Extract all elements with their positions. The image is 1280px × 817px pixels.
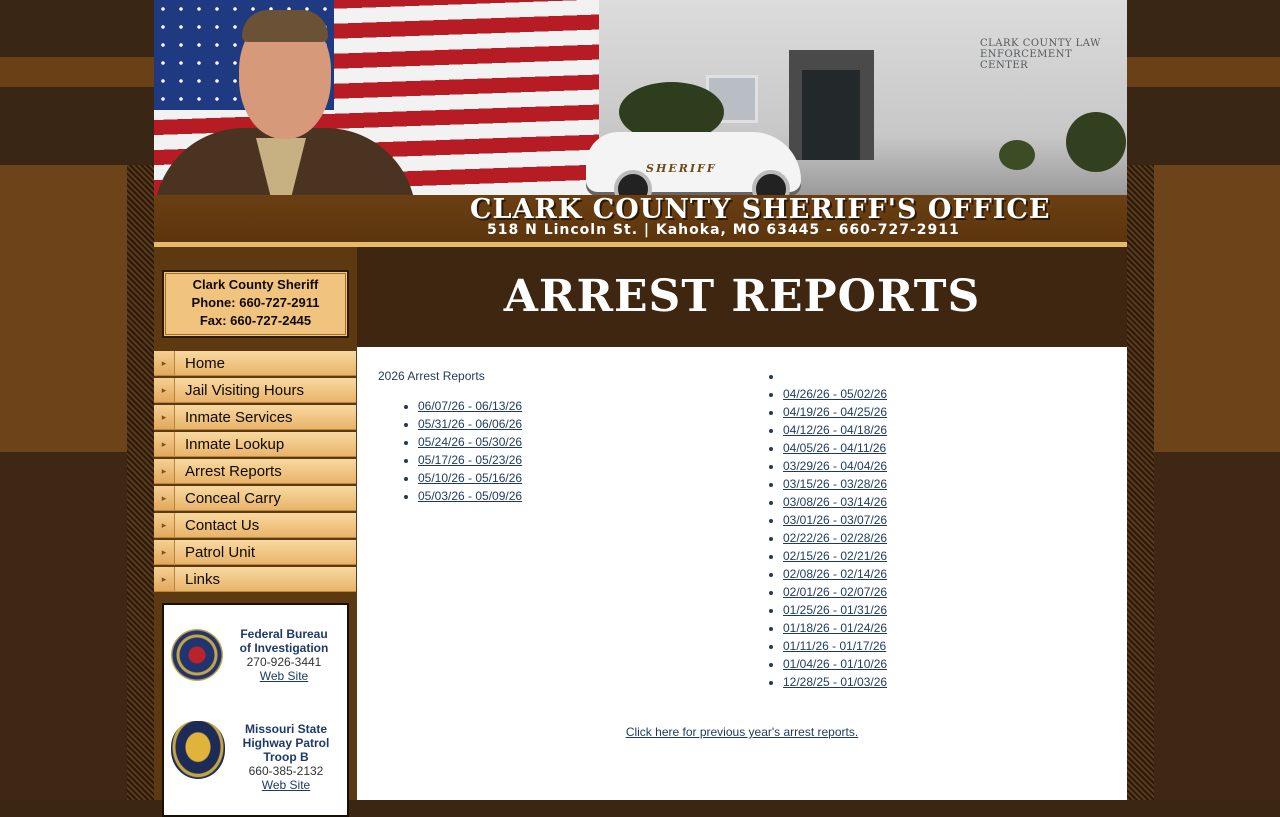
agency-fbi [164,623,344,703]
arrow-bullet-icon: ▸ [154,459,175,483]
contact-phone: Phone: 660-727-2911 [191,295,320,310]
fbi-seal-icon [171,629,223,681]
car-label: SHERIFF [646,162,717,175]
report-link[interactable]: 01/11/26 - 01/17/26 [783,639,887,653]
site-address: 518 N Lincoln St. | Kahoka, MO 63445 - 660-727-2911 [487,222,960,238]
reports-list-right [743,367,887,691]
report-link[interactable]: 05/03/26 - 05/09/26 [418,489,523,503]
list-item [783,367,887,385]
sidebar-item-label: Jail Visiting Hours [185,382,304,399]
sidebar-item-inmate-services[interactable] [154,405,356,430]
report-link[interactable]: 02/15/26 - 02/21/26 [783,549,888,563]
page-container [154,0,1127,800]
list-item [783,655,887,673]
report-link[interactable]: 02/22/26 - 02/28/26 [783,531,888,545]
agency-website-link[interactable]: Web Site [261,778,311,792]
sidebar-item-label: Links [185,571,221,588]
report-link[interactable]: 06/07/26 - 06/13/26 [418,399,523,413]
report-link[interactable]: 05/10/26 - 05/16/26 [418,471,523,485]
agency-phone: 270-926-3441 [246,655,322,669]
report-link[interactable]: 02/08/26 - 02/14/26 [783,567,888,581]
report-link[interactable]: 04/12/26 - 04/18/26 [783,423,888,437]
arrow-bullet-icon: ▸ [154,567,175,591]
highway-patrol-badge-icon [171,721,225,779]
sidebar-item-jail-visiting-hours[interactable] [154,378,356,403]
contact-name: Clark County Sheriff [192,277,319,292]
arrow-bullet-icon: ▸ [154,486,175,510]
arrow-bullet-icon: ▸ [154,351,175,375]
list-item [783,457,887,475]
list-item [783,403,887,421]
agency-website-link[interactable]: Web Site [259,669,309,683]
agency-name: Federal Bureau [240,627,328,641]
list-item [783,547,887,565]
list-item [783,565,887,583]
decorative-stripe [127,165,154,800]
list-item [783,385,887,403]
sidebar-item-home[interactable] [154,351,356,376]
list-item [418,451,522,469]
report-link[interactable]: 03/01/26 - 03/07/26 [783,513,888,527]
agency-name: Highway Patrol [242,736,330,750]
report-link[interactable]: 03/08/26 - 03/14/26 [783,495,888,509]
list-item [418,487,522,505]
report-link[interactable]: 02/01/26 - 02/07/26 [783,585,888,599]
contact-box [162,270,349,338]
sidebar [154,247,357,800]
building-sign: CLARK COUNTY LAW ENFORCEMENT CENTER [980,38,1101,71]
sidebar-item-contact-us[interactable] [154,513,356,538]
report-link[interactable]: 01/25/26 - 01/31/26 [783,603,888,617]
sidebar-item-label: Arrest Reports [185,463,282,480]
agency-links-box [162,603,349,817]
site-title: CLARK COUNTY SHERIFF'S OFFICE [470,194,1051,225]
header-banner [154,0,1127,242]
report-link[interactable]: 12/28/25 - 01/03/26 [783,675,888,689]
sidebar-item-label: Inmate Lookup [185,436,285,453]
list-item [418,415,522,433]
main-content [357,347,1127,800]
arrow-bullet-icon: ▸ [154,513,175,537]
bush-image [1066,112,1126,172]
decorative-stripe [1127,165,1154,800]
report-link[interactable]: 04/05/26 - 04/11/26 [783,441,887,455]
sidebar-item-label: Contact Us [185,517,260,534]
report-link[interactable]: 03/29/26 - 04/04/26 [783,459,888,473]
report-link[interactable]: 04/19/26 - 04/25/26 [783,405,888,419]
report-link[interactable]: 05/24/26 - 05/30/26 [418,435,523,449]
list-item [783,673,887,691]
list-item [783,583,887,601]
list-item [783,601,887,619]
agency-name: of Investigation [239,641,329,655]
sidebar-item-links[interactable] [154,567,356,592]
list-item [783,637,887,655]
sidebar-item-label: Inmate Services [185,409,293,426]
report-link[interactable]: 05/31/26 - 06/06/26 [418,417,523,431]
sidebar-nav [154,351,357,594]
building-door [802,70,860,160]
arrow-bullet-icon: ▸ [154,378,175,402]
arrow-bullet-icon: ▸ [154,405,175,429]
agency-text [228,627,340,683]
sidebar-item-inmate-lookup[interactable] [154,432,356,457]
arrow-bullet-icon: ▸ [154,432,175,456]
list-item [783,511,887,529]
agency-mshp [164,718,344,808]
sidebar-item-label: Patrol Unit [185,544,256,561]
reports-list-left [378,397,522,505]
report-link[interactable]: 03/15/26 - 03/28/26 [783,477,888,491]
sidebar-item-conceal-carry[interactable] [154,486,356,511]
agency-text [230,722,342,792]
sidebar-item-label: Conceal Carry [185,490,281,507]
list-item [783,493,887,511]
agency-name: Troop B [263,750,309,764]
sheriff-hair [242,10,328,42]
list-item [418,433,522,451]
report-link[interactable]: 01/04/26 - 01/10/26 [783,657,888,671]
list-item [783,439,887,457]
report-link[interactable]: 04/26/26 - 05/02/26 [783,387,888,401]
contact-fax: Fax: 660-727-2445 [199,313,312,328]
report-link[interactable]: 01/18/26 - 01/24/26 [783,621,888,635]
sidebar-item-patrol-unit[interactable] [154,540,356,565]
list-item [783,475,887,493]
year-heading: 2026 Arrest Reports [378,369,485,383]
report-link[interactable]: 05/17/26 - 05/23/26 [418,453,523,467]
content-header [357,247,1127,347]
page-title: ARREST REPORTS [503,271,981,322]
list-item [418,397,522,415]
previous-years-link[interactable]: Click here for previous year's arrest reports. [625,725,859,739]
list-item [783,529,887,547]
arrow-bullet-icon: ▸ [154,540,175,564]
agency-name: Missouri State [244,722,328,736]
bush-image [999,140,1035,170]
sidebar-item-label: Home [185,355,226,372]
list-item [783,421,887,439]
agency-phone: 660-385-2132 [248,764,324,778]
list-item [418,469,522,487]
sidebar-item-arrest-reports[interactable] [154,459,356,484]
list-item [783,619,887,637]
